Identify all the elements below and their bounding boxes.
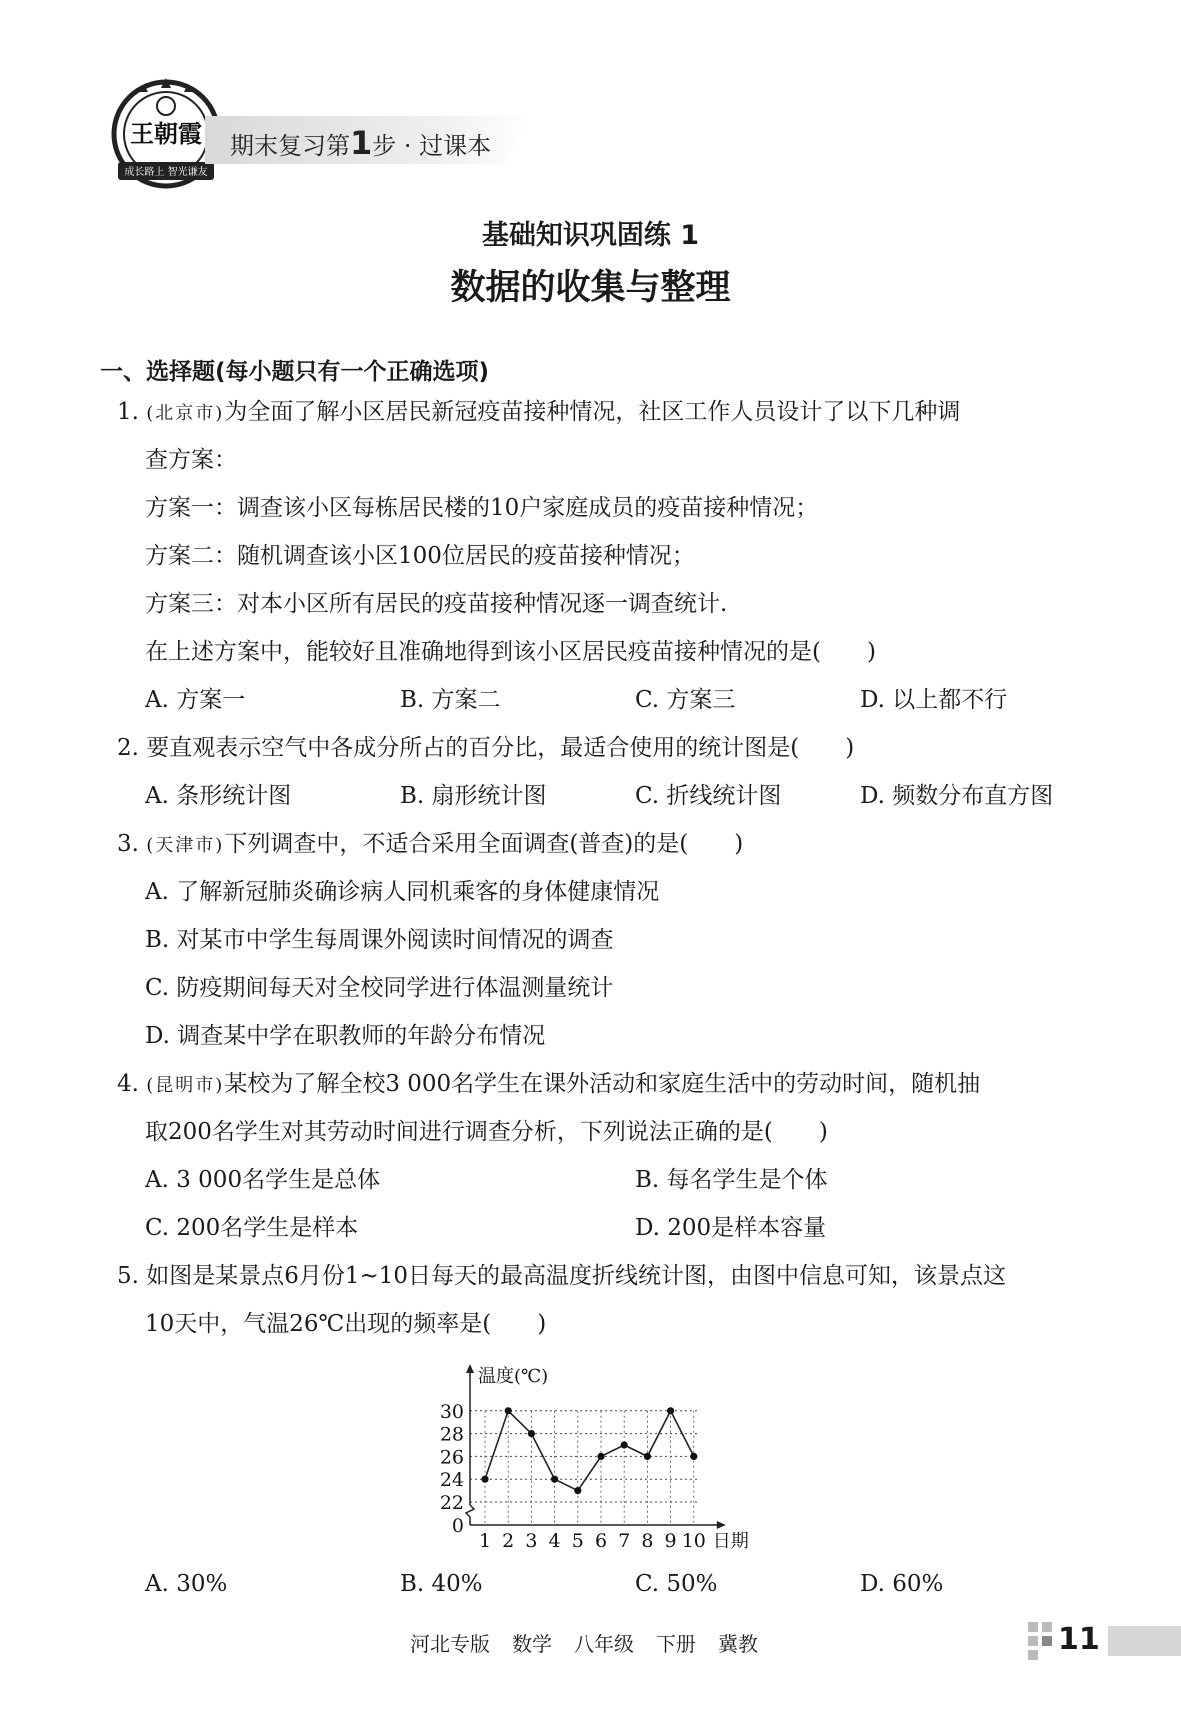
section-heading: 一、选择题(每小题只有一个正确选项) [100, 359, 490, 385]
data-point-day-1 [481, 1476, 488, 1483]
q5-line1: 5. 如图是某景点6月份1~10日每天的最高温度折线统计图，由图中信息可知，该景点这 [117, 1263, 1007, 1289]
q3-option-b: B. 对某市中学生每周课外阅读时间情况的调查 [145, 927, 614, 953]
x-axis-label: 日期 [712, 1531, 749, 1550]
x-tick-10: 10 [681, 1530, 706, 1550]
y-axis-break [466, 1505, 474, 1517]
q3-option-d: D. 调查某中学在职教师的年龄分布情况 [145, 1023, 546, 1049]
data-point-day-2 [505, 1407, 512, 1414]
q5-line2: 10天中，气温26℃出现的频率是( ) [145, 1311, 547, 1337]
y-tick-24: 24 [439, 1469, 464, 1492]
q5-option-a: A. 30% [145, 1571, 228, 1597]
q2-text: 2. 要直观表示空气中各成分所占的百分比，最适合使用的统计图是( ) [117, 735, 855, 761]
chart-tick-labels [440, 1401, 706, 1550]
q5-option-c: C. 50% [635, 1571, 718, 1597]
q5-option-d: D. 60% [860, 1571, 944, 1597]
q1-plan2: 方案二：随机调查该小区100位居民的疫苗接种情况； [145, 543, 695, 569]
x-axis-arrow [717, 1521, 726, 1529]
data-point-day-4 [551, 1476, 558, 1483]
q3-option-c: C. 防疫期间每天对全校同学进行体温测量统计 [145, 975, 614, 1001]
footer-info [410, 1628, 780, 1657]
data-point-day-8 [644, 1453, 651, 1460]
chart-axes [466, 1364, 726, 1529]
q4-option-a: A. 3 000名学生是总体 [145, 1167, 381, 1193]
x-tick-7: 7 [618, 1530, 631, 1550]
x-tick-1: 1 [478, 1530, 492, 1550]
q1-plan1: 方案一：调查该小区每栋居民楼的10户家庭成员的疫苗接种情况； [145, 495, 819, 521]
x-tick-2: 2 [502, 1530, 515, 1550]
q4-option-d: D. 200是样本容量 [635, 1215, 827, 1241]
q3-option-a: A. 了解新冠肺炎确诊病人同机乘客的身体健康情况 [145, 879, 660, 905]
temperature-line-chart [410, 1360, 790, 1550]
y-axis-label: 温度(℃) [478, 1366, 549, 1387]
series-line [485, 1411, 694, 1491]
q1-line1: 1. (北京市)为全面了解小区居民新冠疫苗接种情况，社区工作人员设计了以下几种调 [117, 399, 961, 425]
logo-name: 王朝霞 [130, 119, 202, 148]
q1-plan3: 方案三：对本小区所有居民的疫苗接种情况逐一调查统计. [145, 591, 728, 617]
data-point-day-3 [528, 1430, 535, 1437]
y-axis-arrow [466, 1364, 474, 1373]
footer-subject: 数学 [512, 1632, 552, 1656]
x-tick-3: 3 [525, 1530, 538, 1550]
q5-option-b: B. 40% [400, 1571, 483, 1597]
q2-option-b: B. 扇形统计图 [400, 783, 547, 809]
q1-option-b: B. 方案二 [400, 687, 501, 713]
page-subtitle: 基础知识巩固练 1 [481, 220, 700, 251]
banner-step-number: 1 [350, 124, 373, 162]
x-tick-6: 6 [594, 1530, 608, 1550]
q2-option-c: C. 折线统计图 [635, 783, 782, 809]
data-point-day-5 [574, 1487, 581, 1494]
q1-option-a: A. 方案一 [145, 687, 246, 713]
x-tick-8: 8 [641, 1530, 654, 1550]
footer-grade: 八年级 [574, 1632, 634, 1656]
q2-option-a: A. 条形统计图 [145, 783, 292, 809]
data-point-day-10 [690, 1453, 697, 1460]
page-number-bar [1108, 1626, 1181, 1656]
q3-source: (天津市) [146, 835, 225, 856]
page-number: 11 [1058, 1622, 1100, 1657]
q1-ask: 在上述方案中，能较好且准确地得到该小区居民疫苗接种情况的是( ) [145, 639, 876, 665]
banner-title: 期末复习第1步 · 过课本 [230, 124, 492, 162]
q1-option-c: C. 方案三 [635, 687, 736, 713]
data-point-day-9 [667, 1407, 674, 1414]
q4-option-c: C. 200名学生是样本 [145, 1215, 359, 1241]
data-point-day-7 [621, 1441, 628, 1448]
q4-source: (昆明市) [146, 1075, 225, 1096]
x-tick-5: 5 [571, 1530, 584, 1550]
chart-grid [470, 1411, 699, 1525]
footer-edition: 河北专版 [410, 1632, 490, 1656]
q3-text: 3. (天津市)下列调查中，不适合采用全面调查(普查)的是( ) [117, 831, 744, 857]
x-tick-4: 4 [548, 1530, 561, 1550]
q4-line1: 4. (昆明市)某校为了解全校3 000名学生在课外活动和家庭生活中的劳动时间，随机抽 [117, 1071, 981, 1097]
data-point-day-6 [597, 1453, 604, 1460]
y-tick-28: 28 [439, 1423, 464, 1446]
q2-option-d: D. 频数分布直方图 [860, 783, 1054, 809]
y-tick-26: 26 [439, 1446, 464, 1469]
y-tick-30: 30 [439, 1400, 464, 1423]
q4-line2: 取200名学生对其劳动时间进行调查分析，下列说法正确的是( ) [145, 1119, 828, 1145]
y-tick-0: 0 [451, 1515, 464, 1537]
q4-option-b: B. 每名学生是个体 [635, 1167, 828, 1193]
q1-line2: 查方案： [145, 447, 237, 473]
page-title: 数据的收集与整理 [450, 268, 731, 308]
logo-motto: 成长路上 智光谦友 [124, 167, 208, 178]
y-tick-22: 22 [439, 1492, 464, 1514]
q1-source: (北京市) [146, 403, 225, 424]
x-tick-9: 9 [664, 1530, 677, 1550]
footer-volume: 下册 [656, 1632, 696, 1656]
footer-publisher: 冀教 [718, 1632, 758, 1656]
q1-option-d: D. 以上都不行 [860, 687, 1008, 713]
